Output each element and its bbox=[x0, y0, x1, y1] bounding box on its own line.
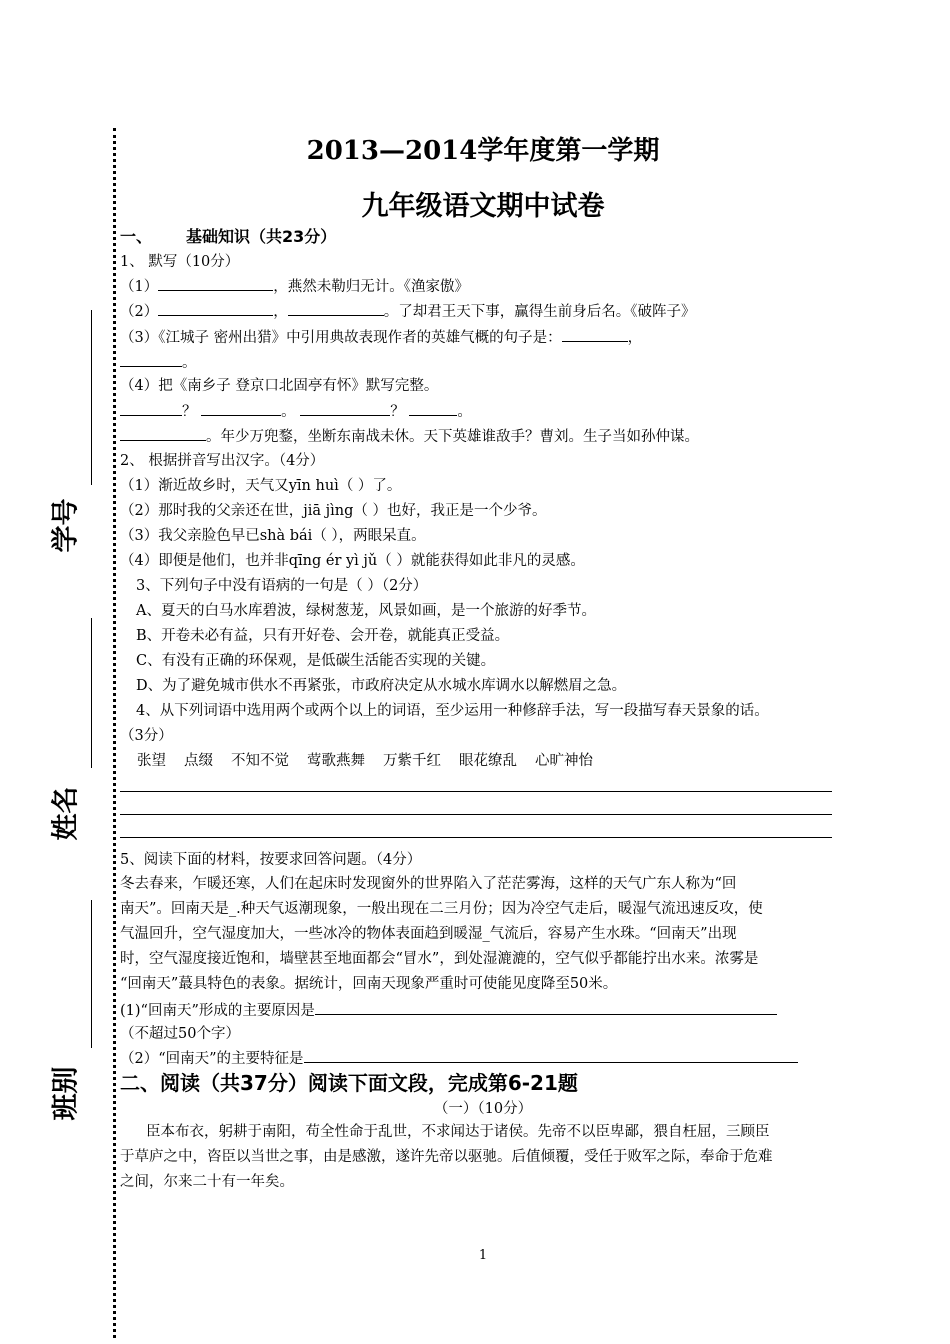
answer-blank[interactable] bbox=[201, 401, 281, 416]
q4-answer-line[interactable] bbox=[120, 814, 832, 815]
banbie-label: 班别 bbox=[50, 1066, 82, 1121]
q2-item-4: （4）即便是他们，也并非qīng ér yì jǔ（ ）就能获得如此非凡的灵感。 bbox=[120, 553, 585, 569]
margin-field-xingming bbox=[28, 618, 98, 848]
xingming-fill-line bbox=[91, 618, 92, 768]
section2-passage-line: 臣本布衣，躬耕于南阳，苟全性命于乱世，不求闻达于诸侯。先帝不以臣卑鄙，猥自枉屈，三顾臣 bbox=[146, 1124, 770, 1140]
word-item: 张望 bbox=[137, 753, 166, 769]
section2-passage-line: 之间，尔来二十有一年矣。 bbox=[120, 1174, 294, 1190]
answer-blank[interactable] bbox=[409, 401, 457, 416]
xuehao-fill-line bbox=[91, 310, 92, 485]
q5-sub2: （2）“回南天”的主要特征是 bbox=[120, 1048, 798, 1069]
answer-blank[interactable] bbox=[288, 301, 384, 316]
answer-blank[interactable] bbox=[304, 1048, 798, 1063]
q3-option-a: A、夏天的白马水库碧波，绿树葱茏，风景如画，是一个旅游的好季节。 bbox=[136, 603, 596, 619]
q5-title: 5、阅读下面的材料，按要求回答问题。（4分） bbox=[120, 852, 422, 868]
xuehao-label: 学号 bbox=[50, 498, 82, 553]
q2-title: 2、 根据拼音写出汉字。（4分） bbox=[120, 453, 325, 469]
q5-passage-line: 气温回升，空气湿度加大，一些冰冷的物体表面趋到暖湿_气流后，容易产生水珠。“回南天”出现 bbox=[120, 926, 737, 942]
q5-sub1-note: （不超过50个字） bbox=[120, 1026, 240, 1042]
q1-item-4: （4）把《南乡子 登京口北固亭有怀》默写完整。 bbox=[120, 378, 439, 394]
q1-item-1: （1） ，燕然未勒归无计。《渔家傲》 bbox=[120, 276, 469, 297]
answer-blank[interactable] bbox=[315, 1000, 777, 1015]
q4-answer-line[interactable] bbox=[120, 791, 832, 792]
q3-option-d: D、为了避免城市供水不再紧张，市政府决定从水城水库调水以解燃眉之急。 bbox=[136, 678, 627, 694]
answer-blank[interactable] bbox=[158, 276, 273, 291]
q1-item-3-cont: 。 bbox=[120, 352, 197, 373]
q4-word-list bbox=[137, 751, 593, 771]
section2-part-title: （一）（10分） bbox=[433, 1101, 533, 1117]
answer-blank[interactable] bbox=[158, 301, 273, 316]
section2-heading: 二、阅读（共37分）阅读下面文段，完成第6-21题 bbox=[120, 1071, 578, 1095]
binding-dotted-line bbox=[113, 128, 116, 1338]
q5-passage-line: 冬去春来，乍暖还寒，人们在起床时发现窗外的世界陷入了茫茫雾海，这样的天气广东人称为“回 bbox=[120, 876, 737, 892]
q2-item-3: （3）我父亲脸色早已shà bái（ ），两眼呆直。 bbox=[120, 528, 426, 544]
q3-option-b: B、开卷未必有益，只有开好卷、会开卷，就能真正受益。 bbox=[136, 628, 510, 644]
word-item: 万紫千红 bbox=[383, 753, 441, 769]
q2-item-2: （2）那时我的父亲还在世，jiā jìng（ ）也好，我正是一个少爷。 bbox=[120, 503, 547, 519]
word-item: 点缀 bbox=[184, 753, 213, 769]
q4-title: 4、从下列词语中选用两个或两个以上的词语，至少运用一种修辞手法，写一段描写春天景象的话。 bbox=[136, 703, 769, 719]
xingming-label: 姓名 bbox=[50, 786, 82, 841]
q3-option-c: C、有没有正确的环保观，是低碳生活能否实现的关键。 bbox=[136, 653, 496, 669]
margin-field-banbie bbox=[28, 900, 98, 1140]
q5-sub1: (1)“回南天”形成的主要原因是 bbox=[120, 1000, 777, 1021]
q5-passage-line: 时，空气湿度接近饱和，墙壁甚至地面都会“冒水”，到处湿漉漉的，空气似乎都能拧出水来。浓雾是 bbox=[120, 951, 759, 967]
word-item: 不知不觉 bbox=[231, 753, 289, 769]
word-item: 心旷神怡 bbox=[535, 753, 593, 769]
q1-item-3: （3）《江城子 密州出猎》中引用典故表现作者的英雄气概的句子是： ， bbox=[120, 327, 642, 348]
q1-item-2: （2） ， 。了却君王天下事，赢得生前身后名。《破阵子》 bbox=[120, 301, 695, 322]
q1-item-4-cont: 。年少万兜鍪，坐断东南战未休。天下英雄谁敌手？曹刘。生子当如孙仲谋。 bbox=[120, 426, 699, 447]
section2-passage-line: 于草庐之中，咨臣以当世之事，由是感激，遂许先帝以驱驰。后值倾覆，受任于败军之际，奉命于危难 bbox=[120, 1149, 773, 1165]
answer-blank[interactable] bbox=[562, 327, 628, 342]
answer-blank[interactable] bbox=[120, 401, 182, 416]
answer-blank[interactable] bbox=[120, 426, 206, 441]
q4-answer-line[interactable] bbox=[120, 837, 832, 838]
word-item: 莺歌燕舞 bbox=[307, 753, 365, 769]
banbie-fill-line bbox=[91, 900, 92, 1048]
q3-title: 3、下列句子中没有语病的一句是（ ）（2分） bbox=[136, 578, 428, 594]
q1-item-4-blanks: ？ 。 ？ 。 bbox=[120, 401, 472, 422]
exam-title-year: 2013—2014学年度第一学期 bbox=[306, 136, 660, 166]
q5-passage-line: “回南天”蕞具特色的表象。据统计，回南天现象严重时可使能见度降至50米。 bbox=[120, 976, 618, 992]
word-item: 眼花缭乱 bbox=[459, 753, 517, 769]
answer-blank[interactable] bbox=[120, 352, 182, 367]
exam-title-main: 九年级语文期中试卷 bbox=[361, 191, 605, 222]
answer-blank[interactable] bbox=[300, 401, 390, 416]
q1-title: 1、 默写（10分） bbox=[120, 254, 240, 270]
section1-heading: 一、 基础知识（共23分） bbox=[120, 227, 337, 246]
q4-points: （3分） bbox=[120, 728, 173, 744]
page-number: 1 bbox=[478, 1248, 488, 1263]
q5-passage-line: 南天”。回南天是_.种天气返潮现象，一般出现在二三月份；因为冷空气走后，暖湿气流迅速反攻，使 bbox=[120, 901, 763, 917]
margin-field-xuehao bbox=[28, 310, 98, 560]
q2-item-1: （1）渐近故乡时，天气又yīn huì（ ）了。 bbox=[120, 478, 402, 494]
